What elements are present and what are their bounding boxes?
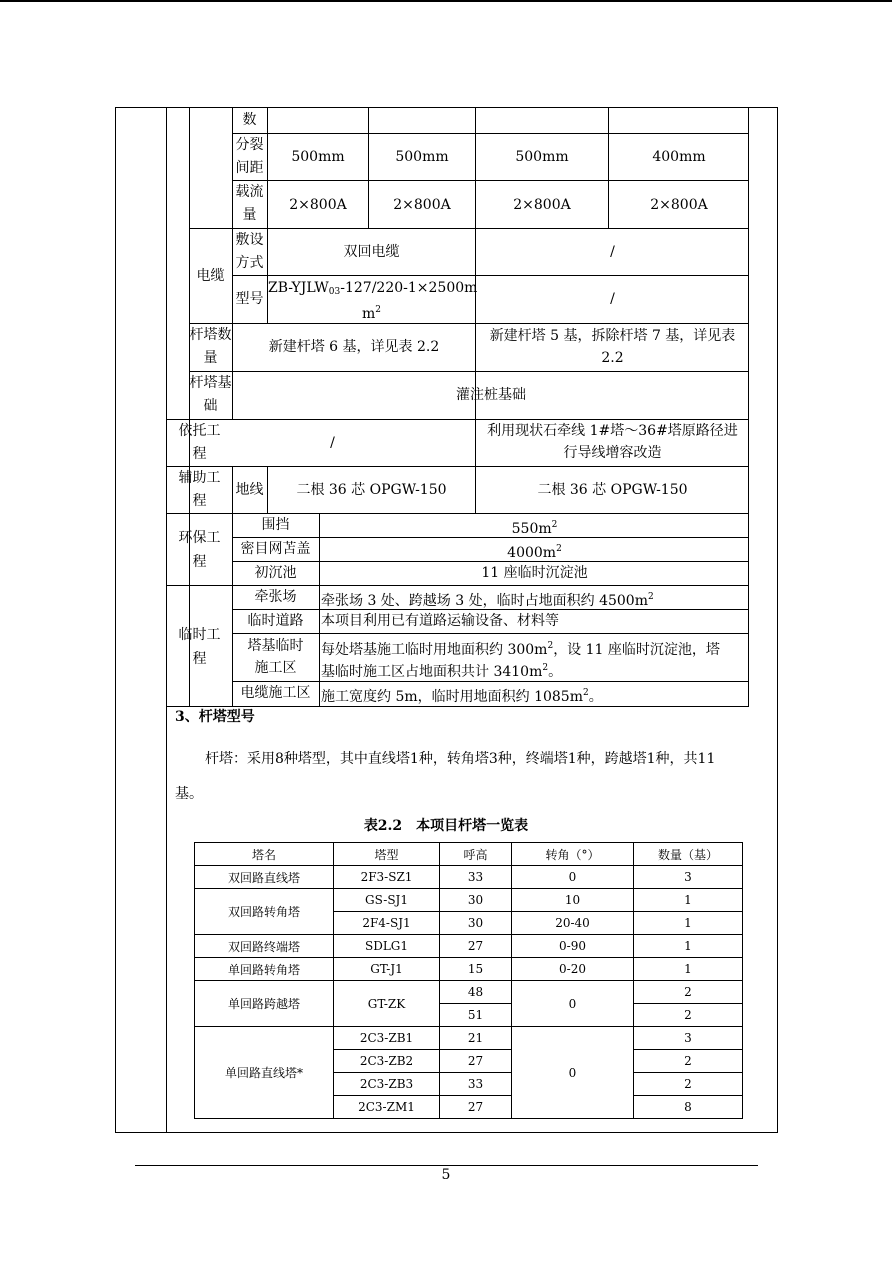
cell-fenlie-label: 分裂间距: [235, 137, 264, 176]
left-column-divider: [166, 107, 167, 1133]
cell-fushe-val: 双回电缆: [343, 244, 400, 260]
cell-type: 2F4-SJ1: [334, 912, 440, 935]
cell-ganta-shuliang-a: 新建杆塔 6 基，详见表 2.2: [268, 339, 440, 355]
cell-zailiu-1: 2×800A: [289, 197, 347, 213]
cell-height: 51: [440, 1004, 512, 1027]
cell-daolu-label: 临时道路: [247, 613, 304, 629]
cell-count: 2: [634, 1004, 743, 1027]
cell-xinghao-val-line2: $m^2$: [361, 305, 381, 322]
cell-linshi-label: 临时工程: [178, 627, 221, 667]
cell-height: 48: [440, 981, 512, 1004]
cell-ganta-jichu-val: 灌注桩基础: [456, 387, 526, 403]
cell-type: 2C3-ZB2: [334, 1050, 440, 1073]
cell-count: 8: [634, 1096, 743, 1119]
cell-chuchen-val: 11 座临时沉淀池: [481, 565, 588, 581]
paragraph-line-2: 基。: [175, 786, 203, 802]
tower-table: [194, 842, 743, 1119]
table-row: [195, 889, 743, 912]
cell-count: 1: [634, 958, 743, 981]
cell-yituo-b2: 行导线增容改造: [563, 445, 662, 461]
cell-height: 33: [440, 866, 512, 889]
cell-count: 3: [634, 866, 743, 889]
cell-qianzhang-label: 牵张场: [254, 589, 297, 605]
cell-count: 2: [634, 1050, 743, 1073]
cell-shu: 数: [242, 112, 257, 128]
cell-ganta-shuliang-b2: 2.2: [601, 350, 624, 366]
table-row: [195, 866, 743, 889]
cell-weidang-label: 围挡: [261, 517, 290, 533]
cell-height: 27: [440, 1096, 512, 1119]
cell-zailiu-3: 2×800A: [513, 197, 571, 213]
header-cell: 呼高: [440, 843, 512, 866]
table-row: [195, 981, 743, 1004]
cell-taji-val-1: 每处塔基施工临时用地面积约 $300m^2$，设 11 座临时沉淀池，塔: [321, 641, 720, 658]
cell-zailiu-4: 2×800A: [650, 197, 708, 213]
cell-xinghao-val-line1: $ZB-YJLW_{03}-127/220-1\times 2500m$: [268, 280, 478, 297]
cell-height: 21: [440, 1027, 512, 1050]
cell-xinghao-label: 型号: [235, 291, 264, 307]
cell-height: 27: [440, 1050, 512, 1073]
cell-ganta-jichu-label: 杆塔基础: [189, 375, 232, 414]
table-header-row: [195, 843, 743, 866]
section-heading: 3、杆塔型号: [175, 709, 255, 725]
cell-angle: 0: [512, 981, 634, 1027]
table-row: [195, 958, 743, 981]
table-row: [195, 935, 743, 958]
cell-count: 3: [634, 1027, 743, 1050]
cell-dianlan-sg-label: 电缆施工区: [240, 685, 311, 701]
cell-taji-val-2: 基临时施工区占地面积共计 $3410m^2$。: [321, 663, 563, 680]
cell-zailiu-label: 载流量: [235, 184, 264, 223]
cell-dixian-label: 地线: [235, 482, 264, 498]
cell-qianzhang-val: 牵张场 3 处、跨越场 3 处，临时占地面积约 $4500m^2$: [321, 592, 654, 609]
cell-type: 2C3-ZB3: [334, 1073, 440, 1096]
cell-huanbao-label: 环保工程: [178, 530, 221, 570]
cell-height: 27: [440, 935, 512, 958]
paragraph-line-1: 杆塔：采用8种塔型，其中直线塔1种，转角塔3种，终端塔1种，跨越塔1种，共11: [205, 751, 716, 767]
cell-type: 2C3-ZM1: [334, 1096, 440, 1119]
cell-type: 2C3-ZB1: [334, 1027, 440, 1050]
cell-ganta-shuliang-label: 杆塔数量: [189, 327, 232, 366]
cell-zailiu-2: 2×800A: [393, 197, 451, 213]
cell-type: GT-ZK: [334, 981, 440, 1027]
cell-height: 15: [440, 958, 512, 981]
cell-angle: 20-40: [512, 912, 634, 935]
header-cell: 转角（°）: [512, 843, 634, 866]
cell-yituo-b1: 利用现状石牵线 1#塔～36#塔原路径进: [487, 423, 738, 439]
cell-yituo-a: /: [330, 435, 335, 451]
cell-fenlie-2: 500mm: [395, 149, 449, 165]
cell-fenlie-4: 400mm: [652, 149, 706, 165]
cell-name: 单回路转角塔: [195, 958, 334, 981]
cell-chuchen-label: 初沉池: [254, 565, 297, 581]
cell-xinghao-slash: /: [610, 291, 615, 307]
table-title: 表2.2 本项目杆塔一览表: [363, 818, 529, 834]
cell-dianlan-sg-val: 施工宽度约 5m，临时用地面积约 $1085m^2$。: [321, 688, 603, 705]
section-paragraph: [175, 742, 775, 812]
cell-dixian-b: 二根 36 芯 OPGW-150: [537, 482, 688, 498]
page-number: 5: [441, 1167, 451, 1183]
cell-count: 2: [634, 981, 743, 1004]
cell-fushe-label: 敷设方式: [235, 232, 264, 271]
cell-name: 双回路转角塔: [195, 889, 334, 935]
header-cell: 塔名: [195, 843, 334, 866]
cell-yituo-label: 依托工程: [178, 423, 221, 462]
footer-rule: [135, 1165, 758, 1166]
cell-height: 33: [440, 1073, 512, 1096]
cell-weidang-val: $550m^2$: [511, 520, 558, 537]
cell-type: GS-SJ1: [334, 889, 440, 912]
cell-fuzhu-label: 辅助工程: [178, 470, 221, 509]
cell-angle: 0-90: [512, 935, 634, 958]
cell-count: 1: [634, 889, 743, 912]
cell-angle: 0: [512, 1027, 634, 1119]
cell-height: 30: [440, 912, 512, 935]
cell-fenlie-1: 500mm: [291, 149, 345, 165]
cell-angle: 10: [512, 889, 634, 912]
cell-name: 双回路终端塔: [195, 935, 334, 958]
cell-dixian-a: 二根 36 芯 OPGW-150: [296, 482, 447, 498]
cell-name: 双回路直线塔: [195, 866, 334, 889]
cell-taji-label-1: 塔基临时: [247, 638, 304, 654]
header-cell: 数量（基）: [634, 843, 743, 866]
cell-mimu-label: 密目网苫盖: [240, 541, 311, 557]
cell-taji-label-2: 施工区: [254, 660, 297, 676]
cell-angle: 0: [512, 866, 634, 889]
cell-count: 1: [634, 912, 743, 935]
cell-mimu-val: $4000m^2$: [507, 544, 562, 561]
cell-type: SDLG1: [334, 935, 440, 958]
cell-count: 1: [634, 935, 743, 958]
cell-count: 2: [634, 1073, 743, 1096]
header-cell: 塔型: [334, 843, 440, 866]
cell-fushe-slash: /: [610, 244, 615, 260]
cell-name: 单回路跨越塔: [195, 981, 334, 1027]
cell-angle: 0-20: [512, 958, 634, 981]
cell-fenlie-3: 500mm: [515, 149, 569, 165]
cell-type: GT-J1: [334, 958, 440, 981]
table-row: [195, 1027, 743, 1050]
cell-ganta-shuliang-b1: 新建杆塔 5 基，拆除杆塔 7 基，详见表: [489, 328, 736, 344]
top-border-line: [0, 0, 892, 2]
cell-name: 单回路直线塔*: [195, 1027, 334, 1119]
cell-type: 2F3-SZ1: [334, 866, 440, 889]
cell-dianlan: 电缆: [196, 268, 225, 284]
cell-height: 30: [440, 889, 512, 912]
cell-daolu-val: 本项目利用已有道路运输设备、材料等: [321, 613, 559, 629]
